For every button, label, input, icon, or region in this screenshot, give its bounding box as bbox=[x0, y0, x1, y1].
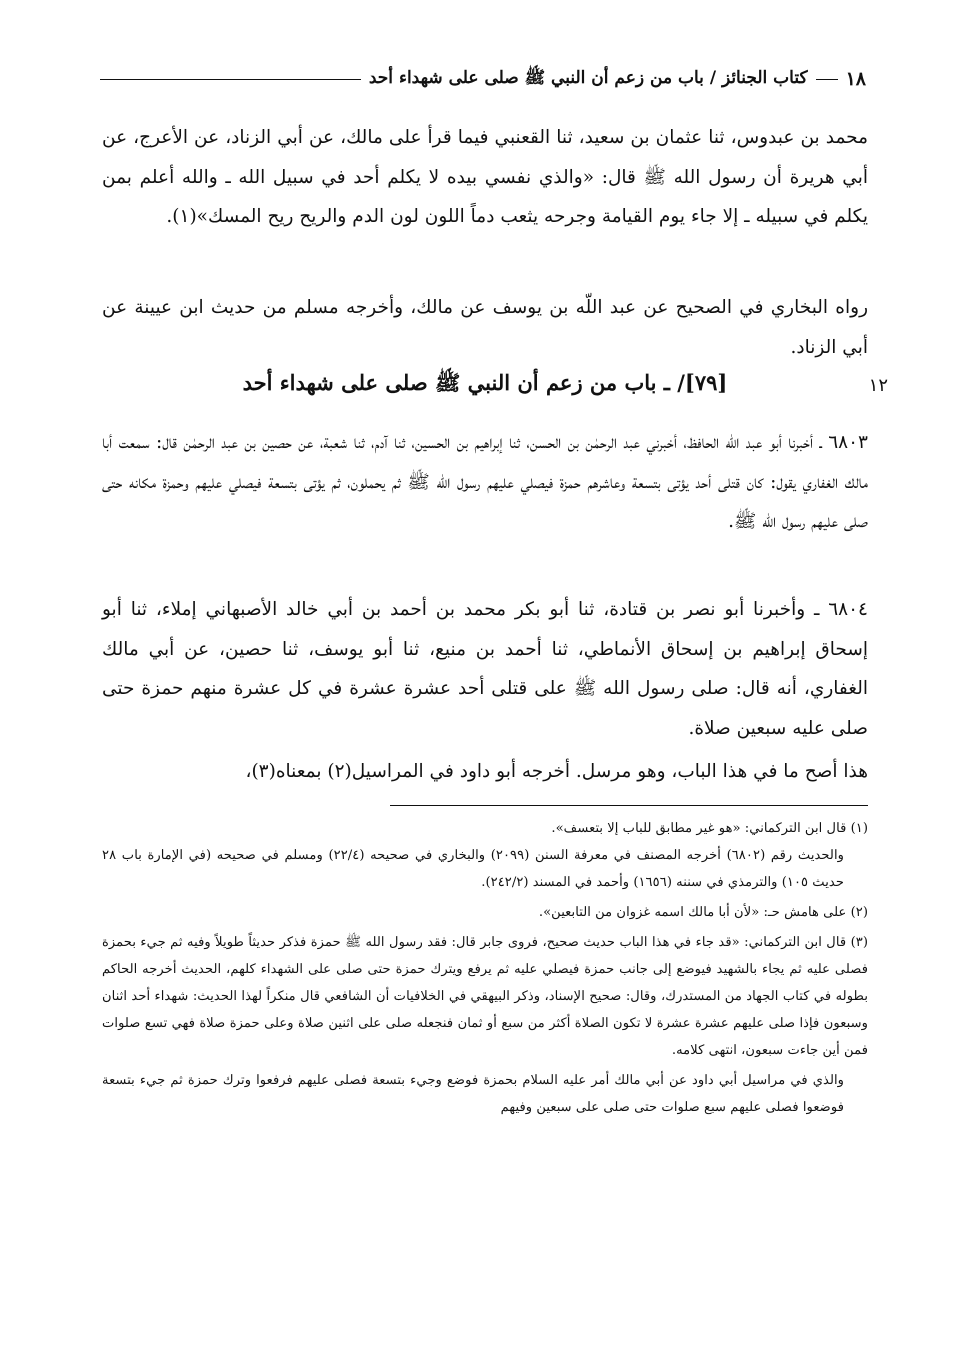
footnote-1: (١) قال ابن التركماني: «هو غير مطابق للباب إلا بتعسف». bbox=[551, 821, 868, 836]
header-rule-long bbox=[100, 79, 361, 80]
body-paragraph-1-block bbox=[102, 118, 868, 237]
footnotes bbox=[102, 815, 868, 1121]
hadith-6804-block bbox=[102, 590, 868, 748]
hadith-6803-block bbox=[102, 423, 868, 542]
page-number: ١٨ bbox=[845, 68, 866, 90]
chapter-heading: [٧٩]/ ـ باب من زعم أن النبي ﷺ صلى على شهداء أحد bbox=[242, 370, 728, 395]
header-rule-short bbox=[816, 79, 838, 80]
body-paragraph-5-block bbox=[102, 752, 868, 792]
body-paragraph-5: هذا أصح ما في هذا الباب، وهو مرسل. أخرجه أبو داود في المراسيل(٢) بمعناه(٣)، bbox=[245, 761, 868, 782]
footnote-2: (٢) على هامش حـ: «لأن أبا مالك اسمه غزوان من التابعين». bbox=[538, 905, 868, 920]
body-paragraph-1: محمد بن عبدوس، ثنا عثمان بن سعيد، ثنا القعنبي فيما قرأ على مالك، عن أبي الزناد، عن الأعرج، عن أبي هريرة أن رسول الله ﷺ قال: «والذي نفسي بيده لا يكلم أحد في سبيل الله ـ والله أعلم بمن يكلم في سبيله ـ إلا جاء يوم القيامة وجرحه يثعب دماً اللون لون الدم والريح ريح المسك»(١). bbox=[102, 127, 868, 227]
footnote-1-continuation: والحديث رقم (٦٨٠٢) أخرجه المصنف في معرفة السنن (٢٠٩٩) والبخاري في صحيحه (٢٢/٤) ومسلم في صحيحه (في الإمارة باب ٢٨ حديث ١٠٥) والترمذي في سننه (١٦٥٦) وأحمد في المسند (٢٤٢/٢). bbox=[102, 848, 844, 890]
body-paragraph-2: رواه البخاري في الصحيح عن عبد اللّه بن يوسف عن مالك، وأخرجه مسلم من حديث ابن عيينة عن أبي الزناد. bbox=[102, 297, 868, 358]
running-header bbox=[100, 60, 866, 98]
hadith-6804: ٦٨٠٤ ـ وأخبرنا أبو نصر بن قتادة، ثنا أبو بكر محمد بن أحمد بن أبي خالد الأصبهاني إملاء، ثنا أبو إسحاق إبراهيم بن إسحاق الأنماطي، ثنا أحمد بن منيع، ثنا أبو يوسف، ثنا حصين، عن أبي مالك الغفاري، أنه قال: صلى رسول الله ﷺ على قتلى أحد عشرة عشرة في كل عشرة منهم حمزة حتى صلى عليه سبعين صلاة. bbox=[102, 599, 868, 739]
hadith-6803: ٦٨٠٣ ـ أخبرنا أبو عبد اللّه الحافظ، أخبرني عبد الرحمٰن بن الحسن، ثنا إبراهيم بن الحسين، ثنا آدم، ثنا شعبة، عن حصين بن عبد الرحمٰن قال: سمعت أبا مالك الغفاري يقول: كان قتلى أحد يؤتى بتسعة وعاشرهم حمزة فيصلي عليهم رسول الله ﷺ ثم يحملون، ثم يؤتى بتسعة فيصلي عليهم وحمزة مكانه حتى صلى عليهم رسول الله ﷺ. bbox=[102, 432, 868, 532]
footnote-3-continuation: والذي في مراسيل أبي داود عن أبي مالك أمر عليه السلام بحمزة فوضع وجيء بتسعة فصلى عليهم فرفعوا وترك حمزة ثم جيء بتسعة فوضعوا فصلى عليهم سبع صلوات حتى صلى على سبعين وفيهم bbox=[102, 1073, 844, 1115]
footnote-3: (٣) قال ابن التركماني: «قد جاء في هذا الباب حديث صحيح، فروى جابر قال: فقد رسول الله ﷺ حمزة فذكر حديثاً طويلاً وفيه ثم جيء بحمزة فصلى عليه ثم يجاء بالشهيد فيوضع إلى جانب حمزة فيصلي عليه ثم يرفع ويترك حمزة حتى صلى على الشهداء كلهم، الحديث أخرجه الحاكم بطوله في كتاب الجهاد من المستدرك، وقال: صحيح الإسناد، وذكر البيهقي في الخلافيات أن الشافعي قال منكراً لهذا الحديث: شهداء أحد اثنان وسبعون فإذا صلى عليهم عشرة عشرة لا تكون الصلاة أكثر من سبع أو ثمان فنجعله صلى على اثنين صلاة وعلى حمزة صلاة فهي تسع صلوات فمن أين جاءت سبعون، انتهى كلامه. bbox=[102, 935, 868, 1058]
margin-folio-number: ١٢ bbox=[868, 375, 888, 396]
body-paragraph-2-block bbox=[102, 288, 868, 367]
footnote-separator bbox=[390, 805, 868, 806]
running-title: كتاب الجنائز / باب من زعم أن النبي ﷺ صلى على شهداء أحد bbox=[368, 67, 808, 88]
